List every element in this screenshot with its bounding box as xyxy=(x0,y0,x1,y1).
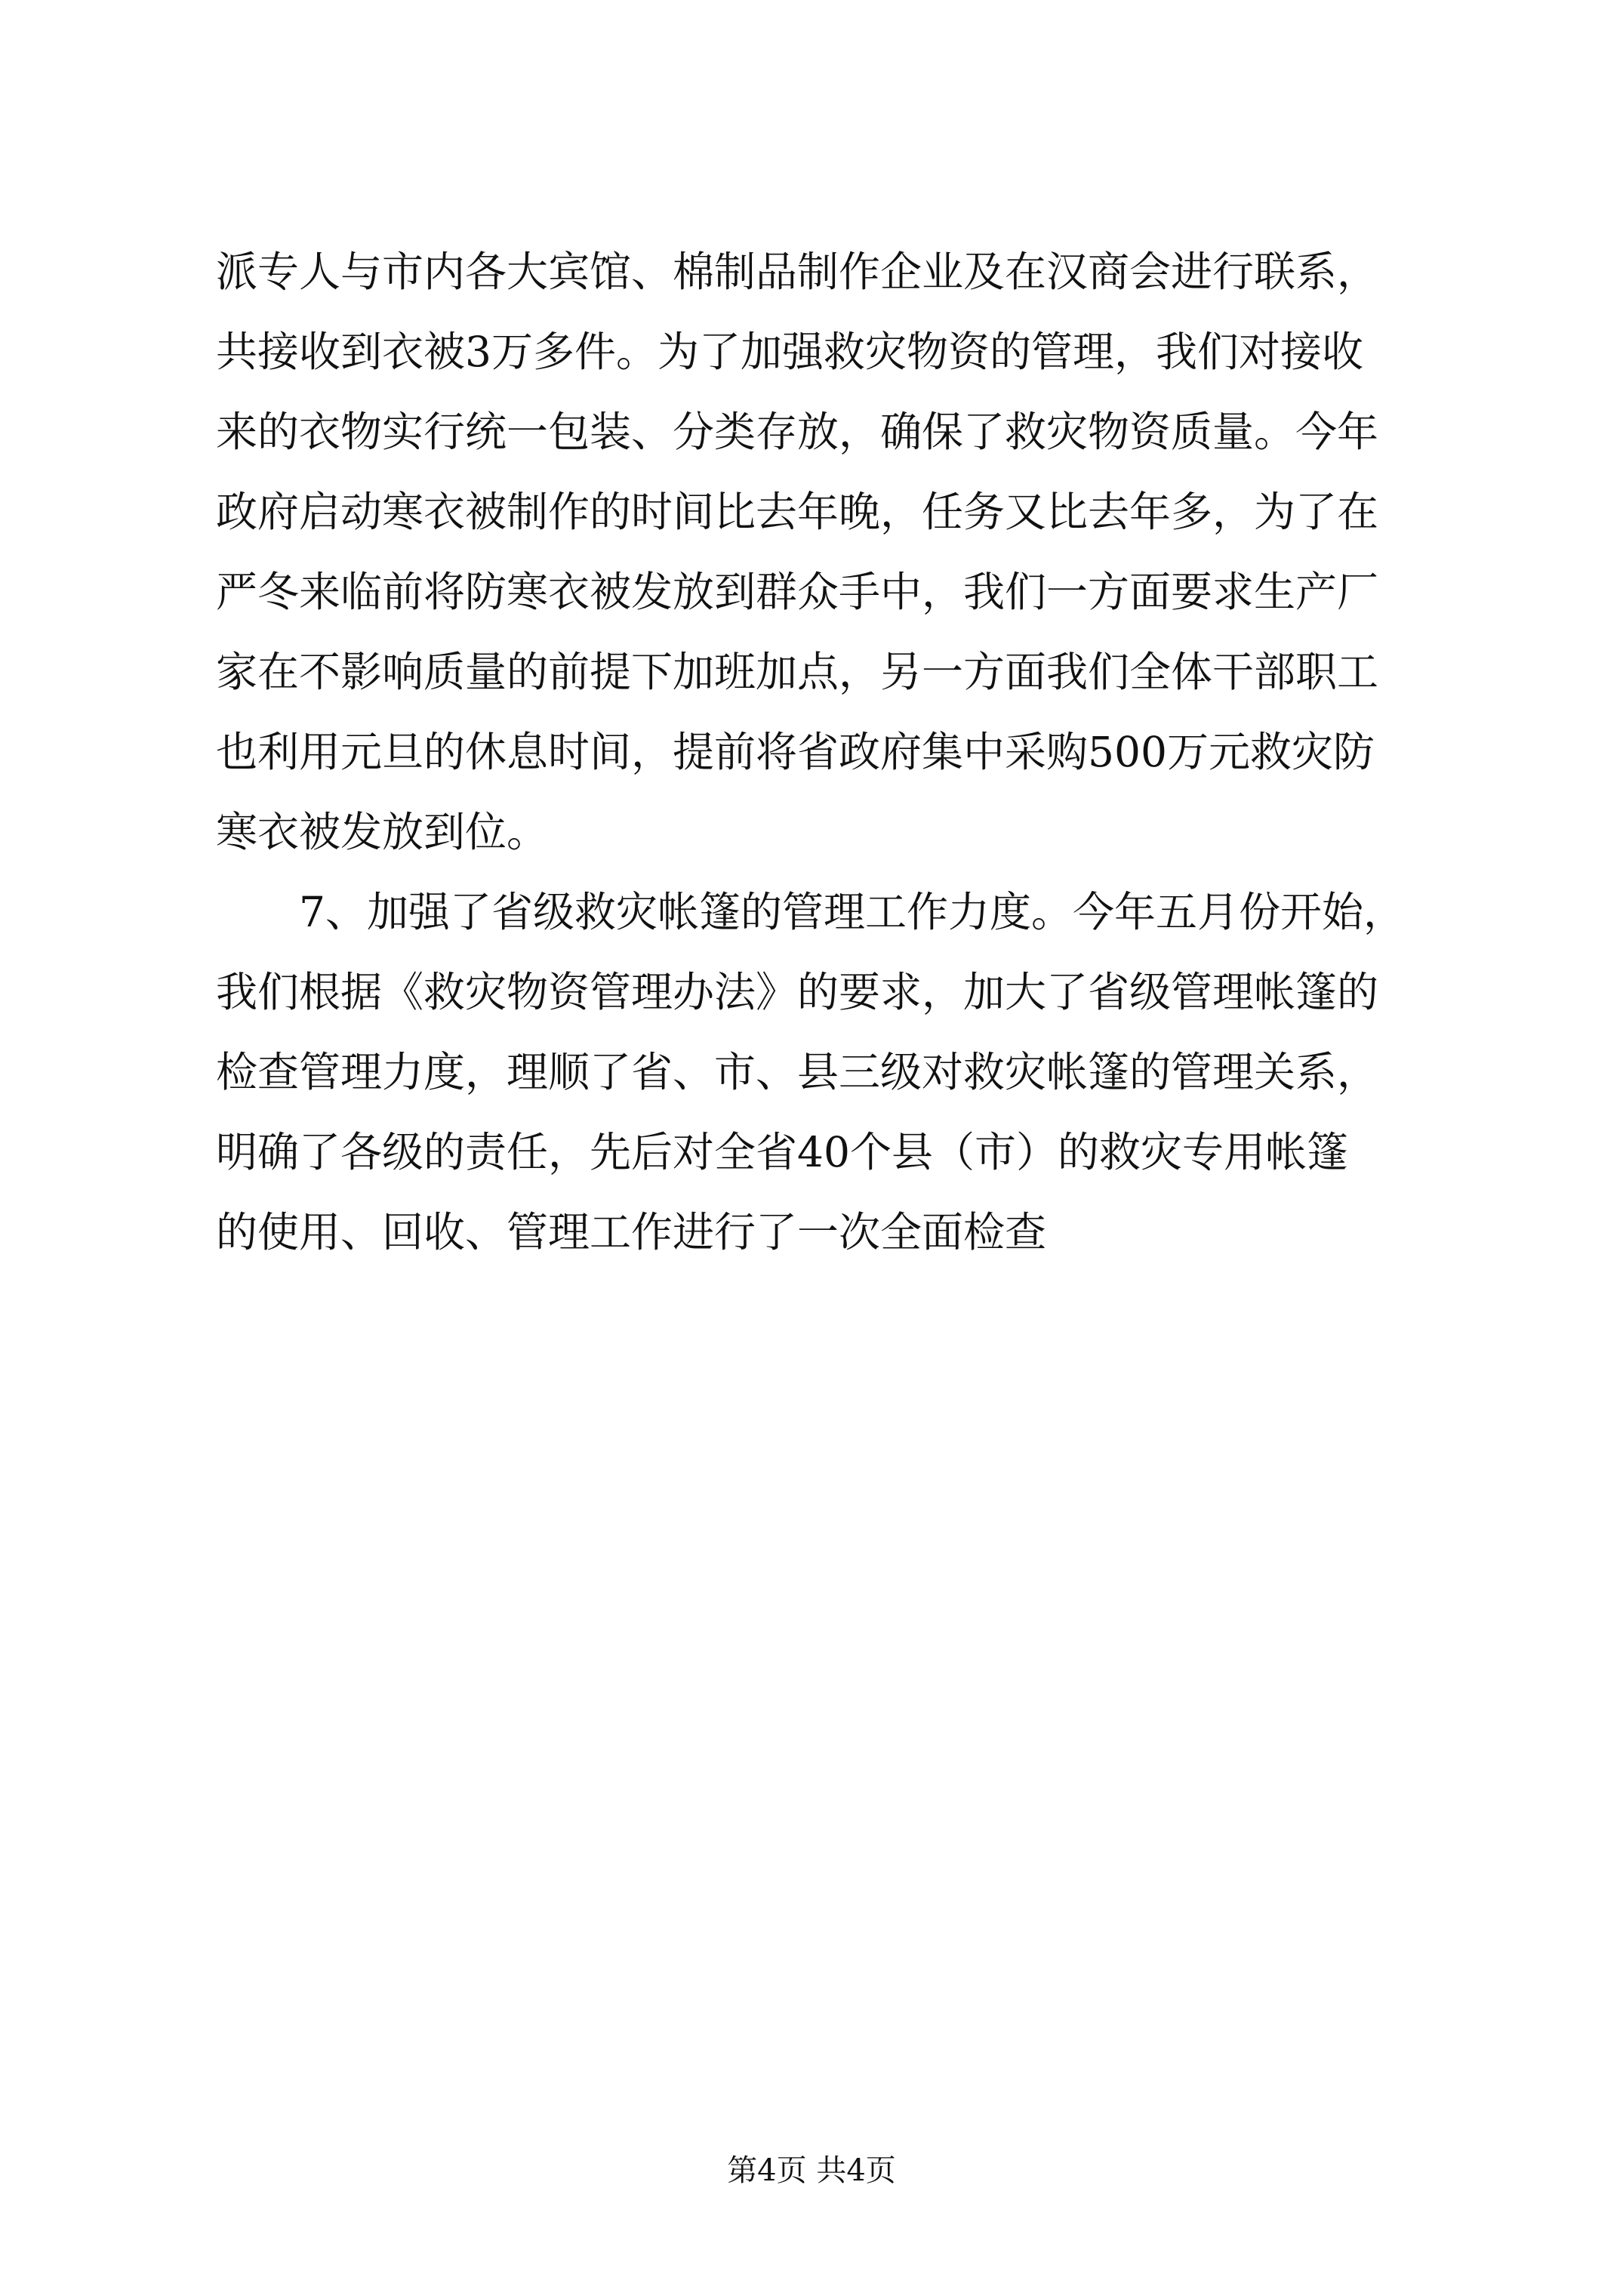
text-line-4: 政府启动寒衣被制作的时间比去年晚，任务又比去年多，为了在 xyxy=(216,488,1379,536)
text-line-3: 来的衣物实行统一包装、分类存放，确保了救灾物资质量。今年 xyxy=(216,408,1379,456)
text-line-5: 严冬来临前将防寒衣被发放到群众手中，我们一方面要求生产厂 xyxy=(216,568,1379,616)
text-line-2: 共接收到衣被3万多件。为了加强救灾物资的管理，我们对接收 xyxy=(216,328,1363,376)
page-number-footer: 第4页 共4页 xyxy=(727,2153,896,2188)
text-line-12: 明确了各级的责任，先后对全省40个县（市）的救灾专用帐篷 xyxy=(216,1128,1348,1176)
text-line-11: 检查管理力度，理顺了省、市、县三级对救灾帐篷的管理关系， xyxy=(216,1048,1379,1096)
text-line-1: 派专人与市内各大宾馆、棉制品制作企业及在汉商会进行联系， xyxy=(216,248,1379,296)
text-line-10: 我们根据《救灾物资管理办法》的要求，加大了省级管理帐篷的 xyxy=(216,968,1379,1016)
text-line-9: 7、加强了省级救灾帐篷的管理工作力度。今年五月份开始， xyxy=(299,888,1405,936)
text-line-13: 的使用、回收、管理工作进行了一次全面检查 xyxy=(216,1208,1047,1256)
text-line-7: 也利用元旦的休息时间，提前将省政府集中采购500万元救灾防 xyxy=(216,728,1375,776)
text-line-6: 家在不影响质量的前提下加班加点，另一方面我们全体干部职工 xyxy=(216,648,1379,696)
text-line-8: 寒衣被发放到位。 xyxy=(216,808,549,856)
